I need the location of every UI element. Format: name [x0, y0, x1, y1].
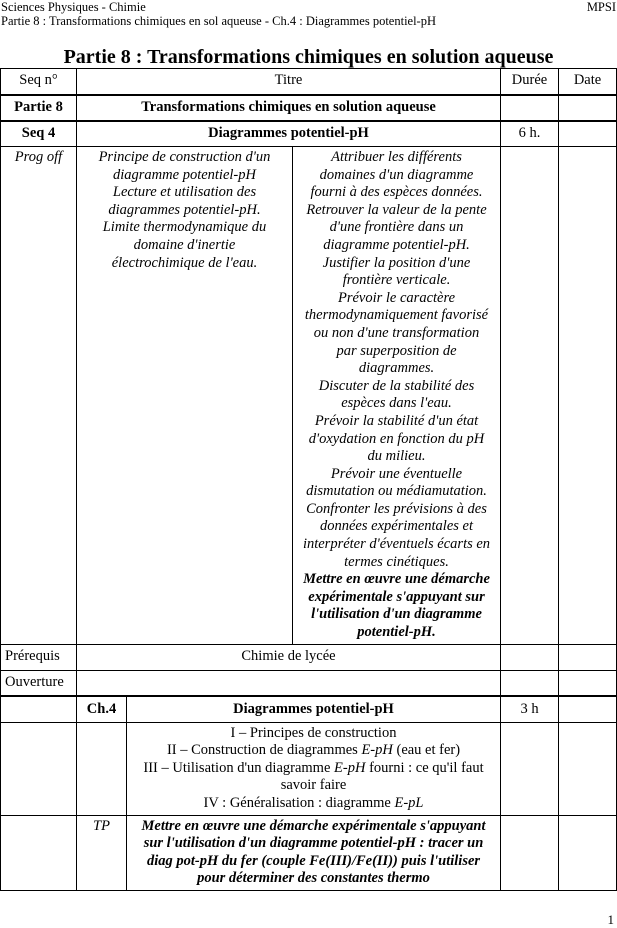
chapter-empty-cell	[1, 696, 77, 722]
capacite-line: Confronter les prévisions à des	[306, 500, 487, 517]
page-title: Partie 8 : Transformations chimiques en solution aqueuse	[63, 46, 554, 68]
capacite-line: domaines d'un diagramme	[319, 166, 474, 183]
ouverture-row	[1, 670, 617, 696]
chapter-row	[1, 696, 617, 722]
notions-list	[81, 149, 288, 272]
notion-line: Lecture et utilisation des	[112, 184, 257, 201]
prerequis-duration	[501, 644, 559, 670]
partie-duration	[501, 95, 559, 121]
prog-duration	[501, 147, 559, 645]
capacite-line: Justifier la position d'une	[322, 254, 471, 271]
plan-duration	[501, 722, 559, 815]
capacite-line: par superposition de	[336, 342, 457, 359]
tp-line: pour déterminer des constantes thermo	[197, 870, 430, 887]
header-breadcrumb: Partie 8 : Transformations chimiques en sol aqueuse - Ch.4 : Diagrammes potentiel-pH	[1, 14, 436, 28]
capacite-line: diagramme potentiel-pH.	[323, 236, 470, 253]
capacite-line: Attribuer les différents	[331, 149, 462, 165]
chapter-plan	[127, 722, 501, 815]
capacite-line: diagrammes.	[358, 360, 435, 377]
partie-date	[559, 95, 617, 121]
plan-line	[131, 760, 496, 778]
partie-row	[1, 95, 617, 121]
tp-description	[127, 815, 501, 890]
tp-list	[131, 818, 496, 888]
ouverture-value	[77, 670, 501, 696]
page-header-left	[1, 0, 436, 28]
prog-date	[559, 147, 617, 645]
capacite-line: du milieu.	[367, 448, 426, 465]
capacite-bold-line: potentiel-pH.	[357, 624, 436, 641]
chapter-date	[559, 696, 617, 722]
col-header-date: Date	[559, 69, 617, 95]
plan-line-before: III – Utilisation d'un diagramme	[143, 759, 335, 776]
plan-line-before: IV : Généralisation : diagramme	[203, 795, 395, 811]
notion-line: Principe de construction d'un	[98, 149, 271, 165]
tp-empty-cell	[1, 815, 77, 890]
capacite-line: d'une frontière dans un	[329, 219, 464, 236]
capacite-line: Prévoir la stabilité d'un état	[314, 412, 479, 429]
capacite-line: Prévoir une éventuelle	[330, 465, 463, 482]
seq-row	[1, 121, 617, 147]
page-number: 1	[607, 912, 614, 927]
plan-line-em: E-pH	[334, 759, 366, 776]
prerequis-value: Chimie de lycée	[77, 644, 501, 670]
plan-line-before: II – Construction de diagrammes	[166, 742, 362, 759]
prog-off-label: Prog off	[1, 147, 77, 645]
capacites-bold-list	[297, 571, 496, 641]
ouverture-duration	[501, 670, 559, 696]
capacite-line: Discuter de la stabilité des	[318, 377, 475, 394]
capacite-line: Prévoir le caractère	[337, 289, 456, 306]
plan-line-after: fourni : ce qu'il faut	[365, 759, 484, 776]
capacite-line: espèces dans l'eau.	[341, 395, 452, 412]
prog-off-row	[1, 147, 617, 645]
capacite-line: Retrouver la valeur de la pente	[306, 201, 487, 218]
capacite-line: ou non d'une transformation	[313, 324, 480, 341]
tp-row	[1, 815, 617, 890]
tp-line: Mettre en œuvre une démarche expérimentale s'appuyant	[141, 817, 486, 834]
notion-line: Limite thermodynamique du	[102, 219, 267, 236]
capacite-line: thermodynamiquement favorisé	[304, 307, 489, 324]
capacite-bold-line: Mettre en œuvre une démarche	[303, 571, 490, 588]
plan-row	[1, 722, 617, 815]
plan-empty-cell	[1, 722, 77, 815]
col-header-duree: Durée	[501, 69, 559, 95]
chapter-title: Diagrammes potentiel-pH	[127, 696, 501, 722]
table-header-row	[1, 69, 617, 95]
plan-date	[559, 722, 617, 815]
prerequis-label: Prérequis	[1, 644, 77, 670]
tp-line: sur l'utilisation d'un diagramme potentiel-pH : tracer un	[143, 835, 484, 852]
partie-label: Partie 8	[1, 95, 77, 121]
notion-line: électrochimique de l'eau.	[111, 254, 258, 271]
notion-line: diagrammes potentiel-pH.	[108, 201, 261, 218]
plan-line-after: (eau et fer)	[392, 742, 461, 759]
col-header-seq: Seq n°	[1, 69, 77, 95]
plan-line	[131, 795, 496, 813]
header-subject: Sciences Physiques - Chimie	[1, 0, 146, 14]
col-header-titre: Titre	[77, 69, 501, 95]
plan-line	[131, 742, 496, 760]
capacite-line: dismutation ou médiamutation.	[306, 483, 487, 500]
tp-line: diag pot-pH du fer (couple Fe(III)/Fe(II)) puis l'utiliser	[146, 852, 481, 869]
capacite-line: données expérimentales et	[320, 518, 474, 535]
capacite-line: fourni à des espèces données.	[310, 184, 483, 201]
plan-line-em: E-pH	[361, 742, 393, 759]
capacite-line: frontière verticale.	[342, 272, 451, 289]
seq-date	[559, 121, 617, 147]
capacite-line: termes cinétiques.	[344, 553, 449, 570]
plan-line-before: savoir faire	[280, 777, 347, 794]
notion-line: domaine d'inertie	[133, 236, 236, 253]
seq-title: Diagrammes potentiel-pH	[77, 121, 501, 147]
plan-line	[131, 777, 496, 795]
plan-line	[131, 725, 496, 743]
ouverture-label: Ouverture	[1, 670, 77, 696]
ouverture-date	[559, 670, 617, 696]
capacite-line: d'oxydation en fonction du pH	[308, 430, 485, 447]
prerequis-date	[559, 644, 617, 670]
seq-duration: 6 h.	[501, 121, 559, 147]
tp-duration	[501, 815, 559, 890]
header-class-level: MPSI	[586, 0, 616, 14]
tp-date	[559, 815, 617, 890]
prerequis-row	[1, 644, 617, 670]
seq-label: Seq 4	[1, 121, 77, 147]
chapter-duration: 3 h	[501, 696, 559, 722]
partie-title: Transformations chimiques en solution aqueuse	[77, 95, 501, 121]
plan-line-before: I – Principes de construction	[230, 724, 397, 741]
prog-notions	[77, 147, 293, 645]
capacite-bold-line: expérimentale s'appuyant sur	[308, 588, 485, 605]
plan-empty-cell-2	[77, 722, 127, 815]
prog-capacites	[293, 147, 501, 645]
sequence-table	[0, 68, 617, 891]
notion-line: diagramme potentiel-pH	[113, 166, 256, 183]
plan-line-em: E-pL	[394, 795, 424, 811]
capacites-list	[297, 149, 496, 571]
capacite-line: interpréter d'éventuels écarts en	[302, 536, 491, 553]
tp-label: TP	[77, 815, 127, 890]
chapter-label: Ch.4	[77, 696, 127, 722]
plan-list	[131, 725, 496, 813]
capacite-bold-line: l'utilisation d'un diagramme	[311, 606, 482, 623]
